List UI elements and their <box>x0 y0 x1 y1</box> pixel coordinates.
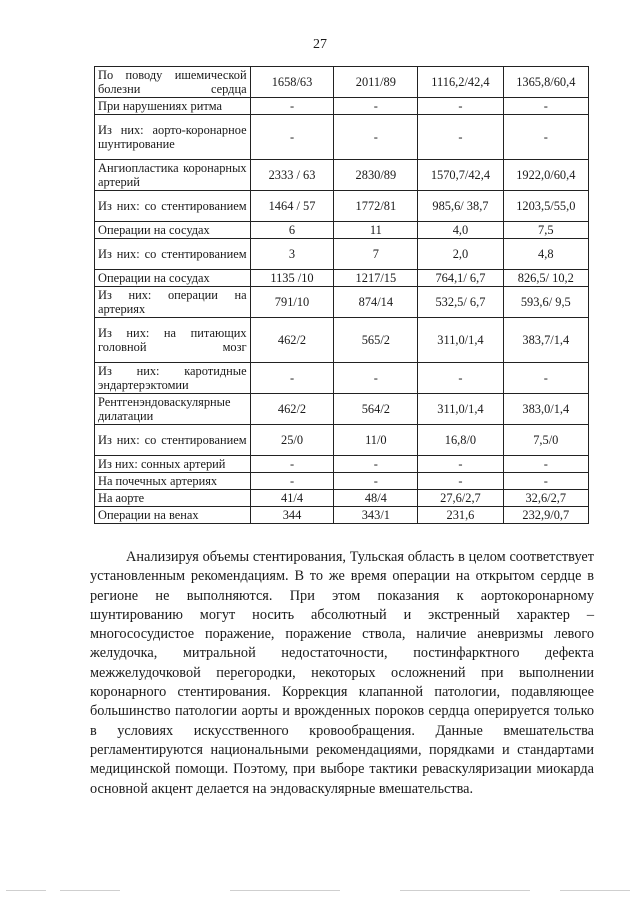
row-label: По поводу ишемической болезни сердца <box>95 67 251 98</box>
cell-value: - <box>418 98 503 115</box>
row-label: Из них: со стентированием <box>95 191 251 222</box>
cell-value: 1217/15 <box>334 270 418 287</box>
cell-value: - <box>334 473 418 490</box>
table-row <box>95 98 589 115</box>
row-label: Из них: операции на артериях <box>95 287 251 318</box>
cell-value: 311,0/1,4 <box>418 318 503 363</box>
cell-value: - <box>334 115 418 160</box>
row-label: Из них: аорто-коронарное шунтирование <box>95 115 251 160</box>
cell-value: 32,6/2,7 <box>503 490 588 507</box>
cell-value: 383,0/1,4 <box>503 394 588 425</box>
cell-value: - <box>503 98 588 115</box>
page-number: 27 <box>313 37 327 52</box>
row-label: Ангиопластика коронарных артерий <box>95 160 251 191</box>
cell-value: 7,5 <box>503 222 588 239</box>
cell-value: 7,5/0 <box>503 425 588 456</box>
cell-value: 4,0 <box>418 222 503 239</box>
cell-value: 232,9/0,7 <box>503 507 588 524</box>
row-label: На почечных артериях <box>95 473 251 490</box>
cell-value: - <box>418 115 503 160</box>
table-row <box>95 473 589 490</box>
row-label: Рентгенэндоваскулярные дилатации <box>95 394 251 425</box>
cell-value: 344 <box>250 507 334 524</box>
cell-value: 6 <box>250 222 334 239</box>
cell-value: 1365,8/60,4 <box>503 67 588 98</box>
table-row <box>95 490 589 507</box>
cell-value: 874/14 <box>334 287 418 318</box>
table-body <box>95 67 589 524</box>
cell-value: 11/0 <box>334 425 418 456</box>
row-label: На аорте <box>95 490 251 507</box>
cell-value: 764,1/ 6,7 <box>418 270 503 287</box>
table-row <box>95 160 589 191</box>
cell-value: 593,6/ 9,5 <box>503 287 588 318</box>
cell-value: 1464 / 57 <box>250 191 334 222</box>
row-label: При нарушениях ритма <box>95 98 251 115</box>
cell-value: - <box>250 98 334 115</box>
table-row <box>95 115 589 160</box>
row-label: Из них: со стентированием <box>95 239 251 270</box>
cell-value: 2011/89 <box>334 67 418 98</box>
cell-value: 791/10 <box>250 287 334 318</box>
row-label: Операции на венах <box>95 507 251 524</box>
cell-value: - <box>503 473 588 490</box>
table-row <box>95 507 589 524</box>
body-text <box>90 548 594 799</box>
cell-value: 1570,7/42,4 <box>418 160 503 191</box>
cell-value: 462/2 <box>250 318 334 363</box>
cell-value: 532,5/ 6,7 <box>418 287 503 318</box>
cell-value: 826,5/ 10,2 <box>503 270 588 287</box>
cell-value: - <box>418 456 503 473</box>
cell-value: - <box>250 363 334 394</box>
cell-value: - <box>503 363 588 394</box>
cell-value: 231,6 <box>418 507 503 524</box>
cell-value: 343/1 <box>334 507 418 524</box>
row-label: Из них: со стентированием <box>95 425 251 456</box>
cell-value: 7 <box>334 239 418 270</box>
cell-value: - <box>503 115 588 160</box>
table-row <box>95 67 589 98</box>
cell-value: 25/0 <box>250 425 334 456</box>
cell-value: 1922,0/60,4 <box>503 160 588 191</box>
row-label: Операции на сосудах <box>95 222 251 239</box>
cell-value: 2830/89 <box>334 160 418 191</box>
cell-value: 1135 /10 <box>250 270 334 287</box>
cell-value: 462/2 <box>250 394 334 425</box>
cell-value: 564/2 <box>334 394 418 425</box>
table-row <box>95 287 589 318</box>
cell-value: 27,6/2,7 <box>418 490 503 507</box>
cell-value: 565/2 <box>334 318 418 363</box>
row-label: Из них: каротидные эндартерэктомии <box>95 363 251 394</box>
table-row <box>95 239 589 270</box>
cell-value: 1203,5/55,0 <box>503 191 588 222</box>
cell-value: - <box>418 473 503 490</box>
table-row <box>95 191 589 222</box>
table-row <box>95 394 589 425</box>
row-label: Операции на сосудах <box>95 270 251 287</box>
cell-value: 985,6/ 38,7 <box>418 191 503 222</box>
cell-value: 4,8 <box>503 239 588 270</box>
statistics-table <box>94 66 589 524</box>
cell-value: - <box>418 363 503 394</box>
cell-value: - <box>334 363 418 394</box>
cell-value: 41/4 <box>250 490 334 507</box>
cell-value: - <box>334 98 418 115</box>
cell-value: 383,7/1,4 <box>503 318 588 363</box>
row-label: Из них: сонных артерий <box>95 456 251 473</box>
paragraph: Анализируя объемы стентирования, Тульская область в целом соответствует установленным рекомендациям. В то же время операции на открытом сердце в регионе не выполняются. При этом показания к аортокоронарному шунтированию могут носить абсолютный и экстренный характер – многососудистое поражение, поражение ствола, наличие аневризмы левого желудочка, митральной недостаточности, постинфарктного дефекта межжелудочковой перегородки, некоторых осложнений при выполнении коронарного стентирования. Коррекция клапанной патологии, подавляющее большинство патологии аорты и врожденных пороков сердца оперируется только в условиях искусственного кровообращения. Данные вмешательства регламентируются национальными рекомендациями, порядками и стандартами медицинской помощи. Поэтому, при выборе тактики реваскуляризации миокарда основной акцент делается на эндоваскулярные вмешательства. <box>90 549 594 797</box>
cell-value: 1116,2/42,4 <box>418 67 503 98</box>
cell-value: 1658/63 <box>250 67 334 98</box>
table-row <box>95 456 589 473</box>
cell-value: 311,0/1,4 <box>418 394 503 425</box>
cell-value: 3 <box>250 239 334 270</box>
cell-value: 48/4 <box>334 490 418 507</box>
cell-value: - <box>250 115 334 160</box>
table-row <box>95 270 589 287</box>
scan-artifact <box>0 890 640 892</box>
row-label: Из них: на питающих головной мозг <box>95 318 251 363</box>
cell-value: 16,8/0 <box>418 425 503 456</box>
cell-value: - <box>250 473 334 490</box>
cell-value: - <box>250 456 334 473</box>
cell-value: 2333 / 63 <box>250 160 334 191</box>
table-row <box>95 222 589 239</box>
table-row <box>95 318 589 363</box>
cell-value: - <box>503 456 588 473</box>
cell-value: 11 <box>334 222 418 239</box>
cell-value: 1772/81 <box>334 191 418 222</box>
table-row <box>95 363 589 394</box>
cell-value: - <box>334 456 418 473</box>
cell-value: 2,0 <box>418 239 503 270</box>
table-row <box>95 425 589 456</box>
